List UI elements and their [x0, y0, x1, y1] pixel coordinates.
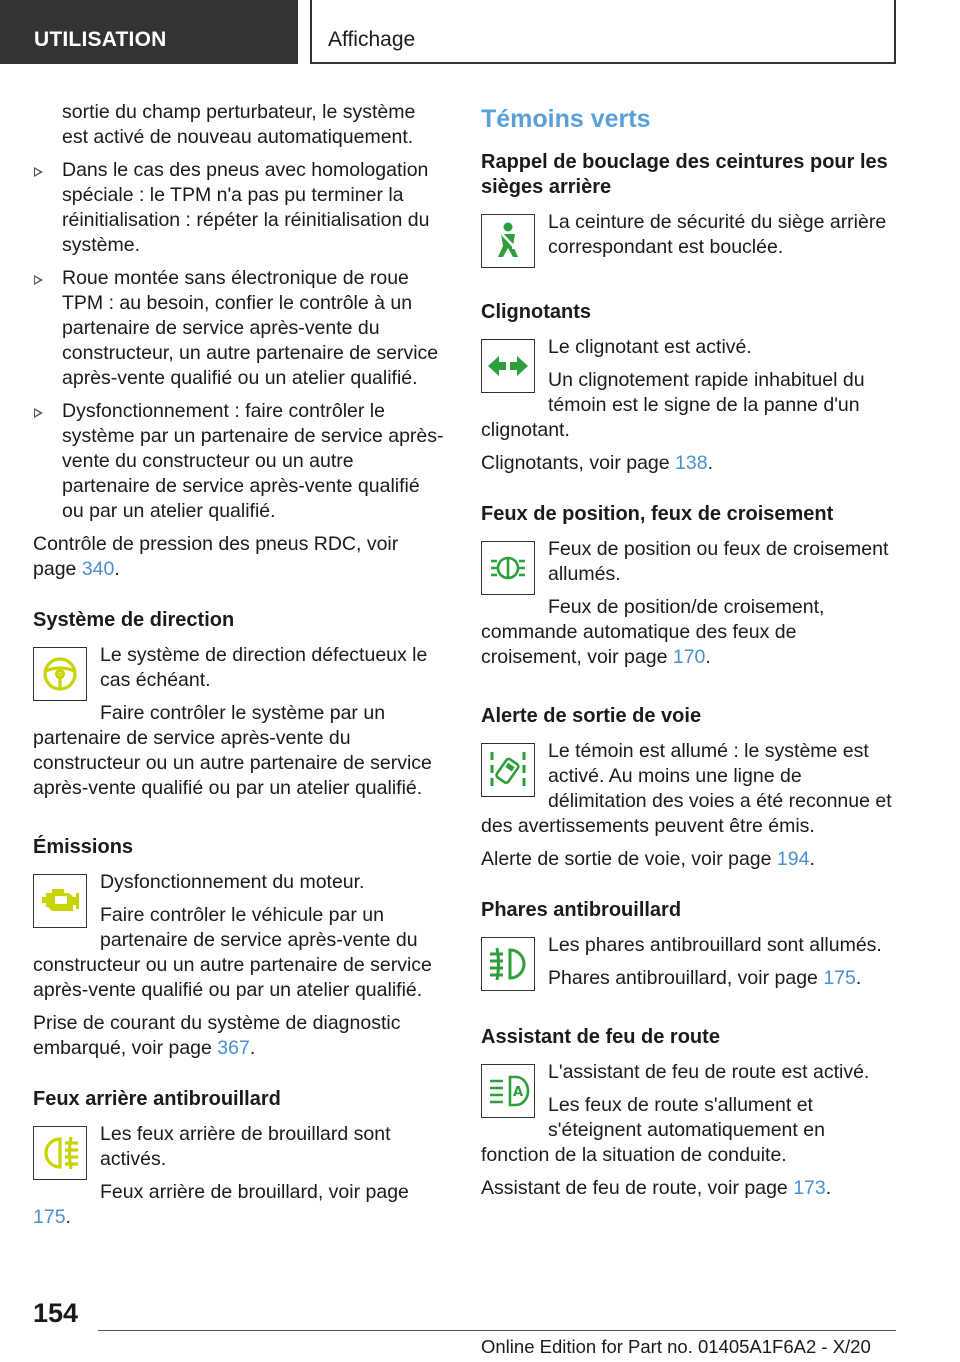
footer-divider [98, 1330, 896, 1331]
page-link-173[interactable]: 173 [793, 1177, 826, 1199]
rear-fog-title: Feux arrière antibrouillard [33, 1088, 281, 1110]
high-beam-title: Assistant de feu de route [481, 1026, 720, 1048]
engine-warning-icon [33, 874, 87, 928]
low-beam-entry: Feux de position ou feux de croisement allumés. Feux de position/de croisement, commande automatique des feux de croisement, voir page 170. [481, 538, 889, 668]
page-link-367[interactable]: 367 [217, 1037, 250, 1059]
section-title: UTILISATION [34, 28, 167, 51]
rear-fog-entry: Les feux arrière de brouillard sont activés. Feux arrière de brouillard, voir page 175. [33, 1123, 409, 1228]
turn-signal-reference: Clignotants, voir page 138. [481, 452, 713, 474]
page-link-175-front[interactable]: 175 [823, 967, 856, 989]
subsection-tab [310, 0, 896, 64]
seatbelt-icon [481, 214, 535, 268]
seatbelt-title: Rappel de bouclage des ceintures pour les sièges arrière [481, 151, 888, 198]
steering-wheel-warning-icon [33, 647, 87, 701]
steering-entry: Le système de direction défectueux le cas échéant. Faire contrôler le système par un partenaire de service après-vente du constructeur ou un autre partenaire de service après-vente qualifié ou par un atelier qualifié. [33, 644, 432, 799]
high-beam-assistant-icon [481, 1064, 535, 1118]
green-indicators-heading: Témoins verts [481, 105, 651, 133]
triangle-bullet-icon [34, 167, 43, 177]
steering-title: Système de direction [33, 609, 235, 631]
triangle-bullet-icon [34, 275, 43, 285]
front-fog-light-icon [481, 937, 535, 991]
lane-departure-entry: Le témoin est allumé : le système est activé. Au moins une ligne de délimitation des voies a été reconnue et des avertissements peuvent être émis. [481, 740, 892, 837]
page-link-194[interactable]: 194 [776, 848, 810, 870]
seatbelt-entry: La ceinture de sécurité du siège arrière correspondant est bouclée. [481, 210, 894, 274]
turn-signal-arrows-icon [481, 339, 535, 393]
emissions-entry: Dysfonctionnement du moteur. Faire contrôler le véhicule par un partenaire de service après-vente du constructeur ou un autre partenaire de service après-vente qualifié ou par un atelier qualifié. [33, 871, 432, 1001]
page-link-340[interactable]: 340 [81, 558, 115, 580]
turn-signal-title: Clignotants [481, 301, 591, 323]
front-fog-entry: Les phares antibrouillard sont allumés. Phares antibrouillard, voir page 175. [481, 933, 894, 999]
diagnostic-reference: Prise de courant du système de diagnostic embarqué, voir page 367. [33, 1012, 401, 1059]
high-beam-entry: A L'assistant de feu de route est activé. Les feux de route s'allument et s'éteignent automatiquement en fonction de la situation de conduite. [481, 1061, 870, 1166]
rear-fog-light-icon [33, 1126, 87, 1180]
list-item: Dans le cas des pneus avec homologation spéciale : le TPM n'a pas pu terminer la réinitialisation : répéter la réinitialisation du système. [33, 158, 446, 258]
list-item: Dysfonctionnement : faire contrôler le système par un partenaire de service après-vente du constructeur ou un autre partenaire de service après-vente qualifié ou par un atelier qualifié. [33, 399, 446, 524]
page-link-138[interactable]: 138 [675, 452, 708, 474]
rdc-reference: Contrôle de pression des pneus RDC, voir page 340. [33, 533, 399, 580]
high-beam-reference: Assistant de feu de route, voir page 173. [481, 1177, 832, 1199]
section-tab [0, 0, 298, 64]
bullet-list [33, 158, 446, 524]
low-beam-title: Feux de position, feux de croisement [481, 503, 834, 525]
position-light-icon [481, 541, 535, 595]
lane-departure-reference: Alerte de sortie de voie, voir page 194. [481, 848, 815, 870]
emissions-title: Émissions [33, 836, 134, 858]
list-item: Roue montée sans électronique de roue TPM : au besoin, confier le contrôle à un partenaire de service après-vente du constructeur, un autre partenaire de service après-vente qualifié ou un atelier qualifié. [33, 266, 446, 391]
lane-departure-icon [481, 743, 535, 797]
bullet-continuation: sortie du champ perturbateur, le système est activé de nouveau automatiquement. [62, 101, 416, 148]
left-column [33, 100, 446, 1238]
page-link-175[interactable]: 175 [33, 1206, 66, 1228]
page-number: 154 [33, 1298, 79, 1328]
page-link-170[interactable]: 170 [672, 646, 706, 668]
turn-signal-entry: Le clignotant est activé. Un clignotement rapide inhabituel du témoin est le signe de la panne d'un clignotant. [481, 336, 865, 441]
lane-departure-title: Alerte de sortie de voie [481, 705, 702, 727]
triangle-bullet-icon [34, 408, 43, 418]
svg-text:A: A [513, 1085, 524, 1100]
edition-footer: Online Edition for Part no. 01405A1F6A2 - X/20 [481, 1336, 871, 1357]
right-column [481, 100, 894, 1209]
front-fog-title: Phares antibrouillard [481, 899, 682, 921]
subsection-title: Affichage [328, 28, 416, 51]
